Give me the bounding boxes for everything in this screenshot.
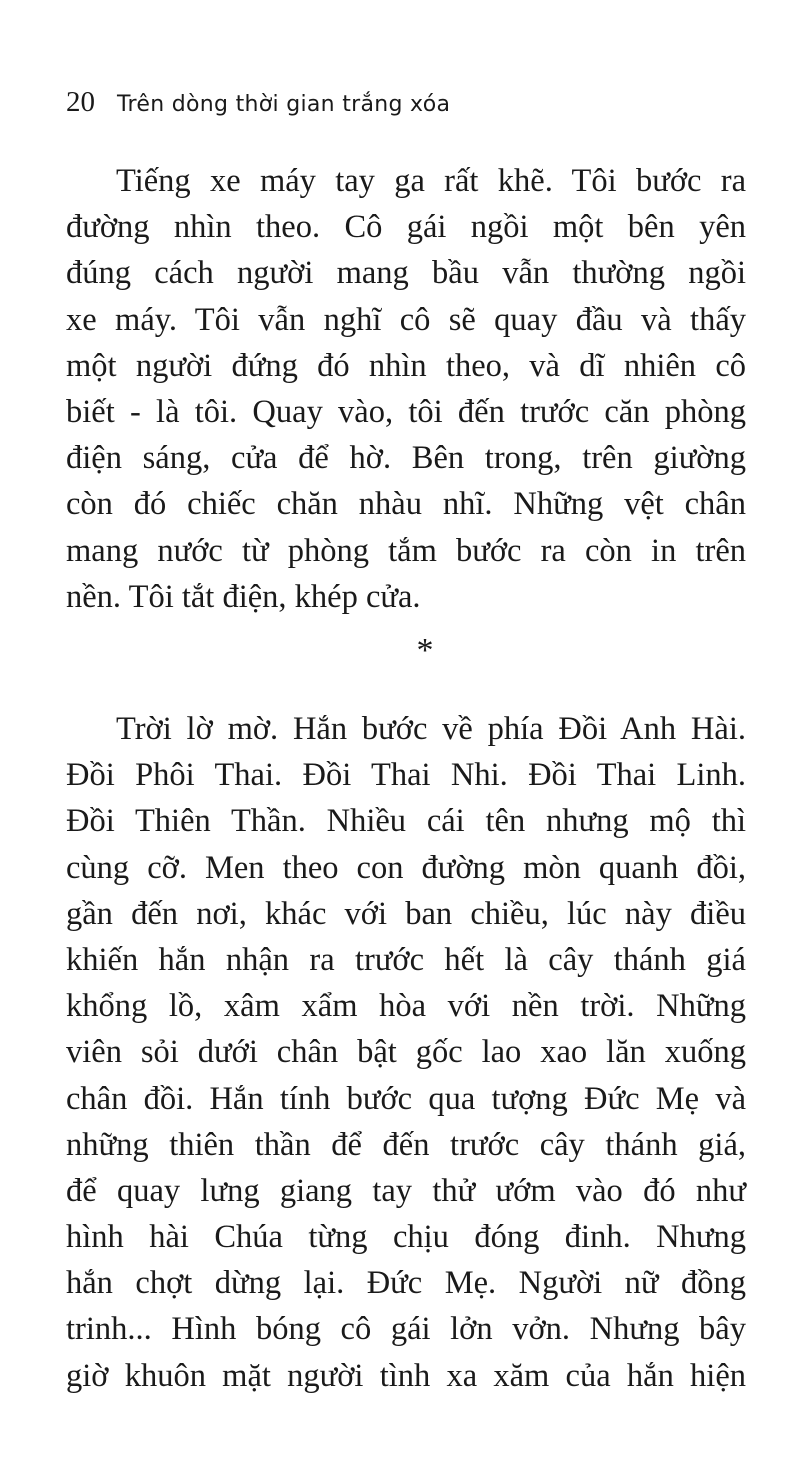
text-line: Đồi Thiên Thần. Nhiều cái tên nhưng mộ thì — [66, 803, 746, 840]
page-number: 20 — [66, 86, 95, 118]
running-header — [66, 86, 746, 126]
text-line: viên sỏi dưới chân bật gốc lao xao lăn xuống — [66, 1034, 746, 1071]
paragraph-2 — [66, 706, 746, 1399]
text-line: một người đứng đó nhìn theo, và dĩ nhiên cô — [66, 347, 746, 384]
text-line: khiến hắn nhận ra trước hết là cây thánh giá — [66, 941, 746, 978]
text-line: Đồi Phôi Thai. Đồi Thai Nhi. Đồi Thai Linh. — [66, 757, 746, 794]
text-line: hình hài Chúa từng chịu đóng đinh. Nhưng — [66, 1219, 746, 1256]
paragraph-1 — [66, 158, 746, 620]
text-line: đúng cách người mang bầu vẫn thường ngồi — [66, 255, 746, 292]
text-line: hắn chợt dừng lại. Đức Mẹ. Người nữ đồng — [66, 1265, 746, 1302]
text-line: khổng lồ, xâm xẩm hòa với nền trời. Những — [66, 988, 746, 1025]
book-title: Trên dòng thời gian trắng xóa — [117, 92, 451, 117]
text-line: Tiếng xe máy tay ga rất khẽ. Tôi bước ra — [116, 163, 746, 199]
text-line: trinh... Hình bóng cô gái lởn vởn. Nhưng bây — [66, 1311, 746, 1348]
text-line: còn đó chiếc chăn nhàu nhĩ. Những vệt chân — [66, 486, 746, 523]
text-line: những thiên thần để đến trước cây thánh giá, — [66, 1126, 746, 1163]
text-line: nền. Tôi tắt điện, khép cửa. — [66, 578, 421, 615]
text-line: Trời lờ mờ. Hắn bước về phía Đồi Anh Hài. — [116, 711, 746, 747]
text-line: điện sáng, cửa để hờ. Bên trong, trên giường — [66, 440, 746, 477]
text-line: gần đến nơi, khác với ban chiều, lúc này điều — [66, 895, 746, 932]
text-line: biết - là tôi. Quay vào, tôi đến trước căn phòng — [66, 393, 746, 430]
text-line: đường nhìn theo. Cô gái ngồi một bên yên — [66, 209, 746, 246]
text-line: chân đồi. Hắn tính bước qua tượng Đức Mẹ và — [66, 1080, 746, 1117]
text-line: xe máy. Tôi vẫn nghĩ cô sẽ quay đầu và thấy — [66, 301, 746, 338]
section-break: * — [416, 632, 434, 669]
text-line: cùng cỡ. Men theo con đường mòn quanh đồi, — [66, 849, 746, 886]
text-line: để quay lưng giang tay thử ướm vào đó như — [66, 1172, 746, 1209]
text-line: giờ khuôn mặt người tình xa xăm của hắn hiện — [66, 1357, 746, 1394]
text-line: mang nước từ phòng tắm bước ra còn in trên — [66, 532, 746, 569]
